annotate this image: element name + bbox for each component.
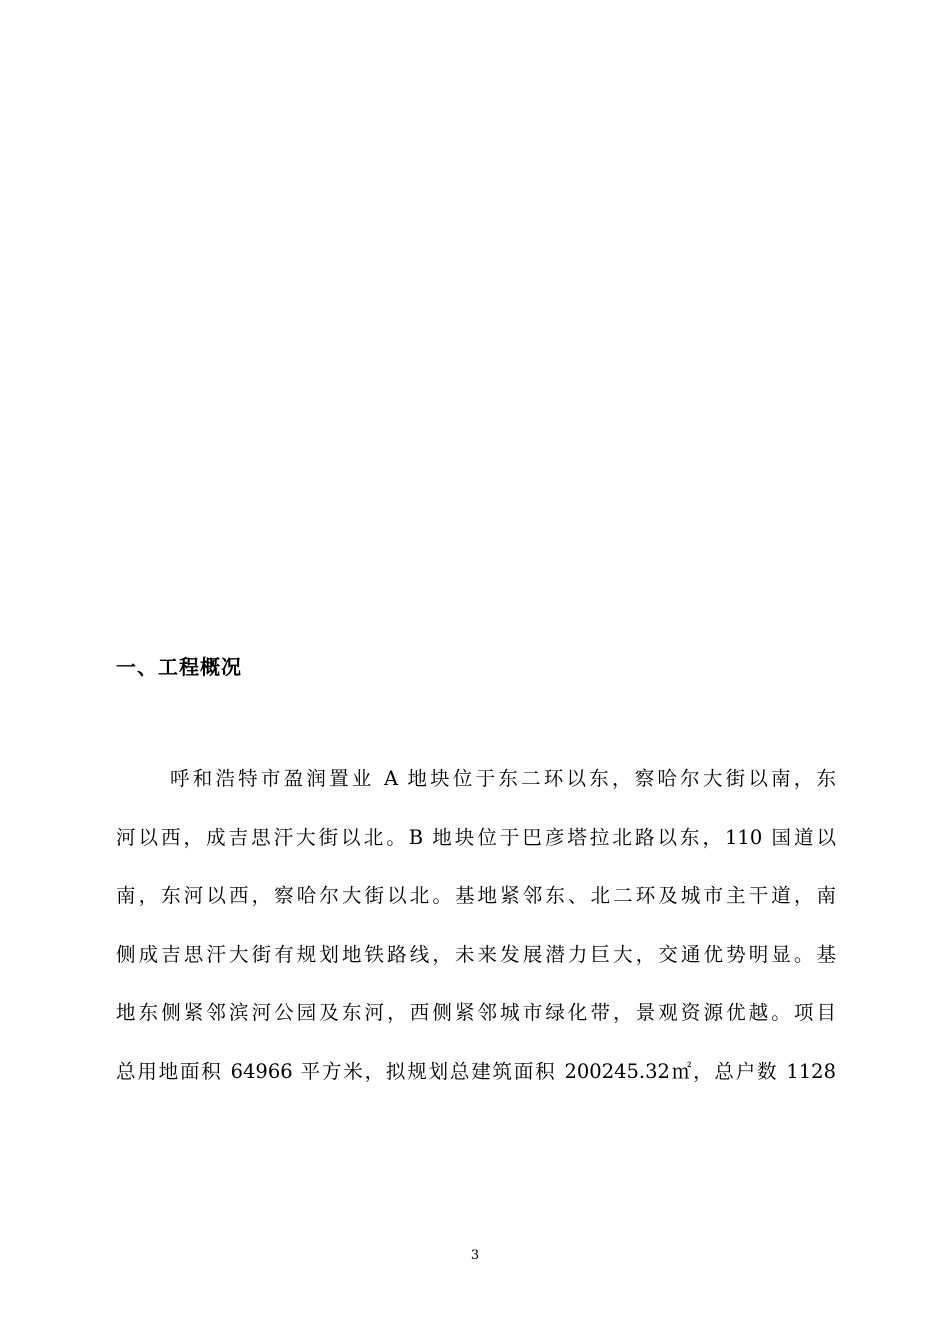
paragraph-line-1: 呼和浩特市盈润置业 A 地块位于东二环以东，察哈尔大街以南，东 [170, 767, 836, 790]
paragraph-line-5: 地东侧紧邻滨河公园及东河，西侧紧邻城市绿化带，景观资源优越。项目 [116, 1001, 836, 1025]
paragraph-line-4: 侧成吉思汗大街有规划地铁路线，未来发展潜力巨大，交通优势明显。基 [116, 942, 836, 966]
section-heading: 一、工程概况 [116, 655, 242, 679]
body-paragraph [116, 764, 836, 1116]
paragraph-line-3: 南，东河以西，察哈尔大街以北。基地紧邻东、北二环及城市主干道，南 [116, 884, 836, 908]
paragraph-line-2: 河以西，成吉思汗大街以北。B 地块位于巴彦塔拉北路以东，110 国道以 [116, 825, 836, 849]
page-number: 3 [470, 1248, 480, 1263]
paragraph-line-6: 总用地面积 64966 平方米，拟规划总建筑面积 200245.32㎡，总户数 1128 [116, 1059, 836, 1083]
